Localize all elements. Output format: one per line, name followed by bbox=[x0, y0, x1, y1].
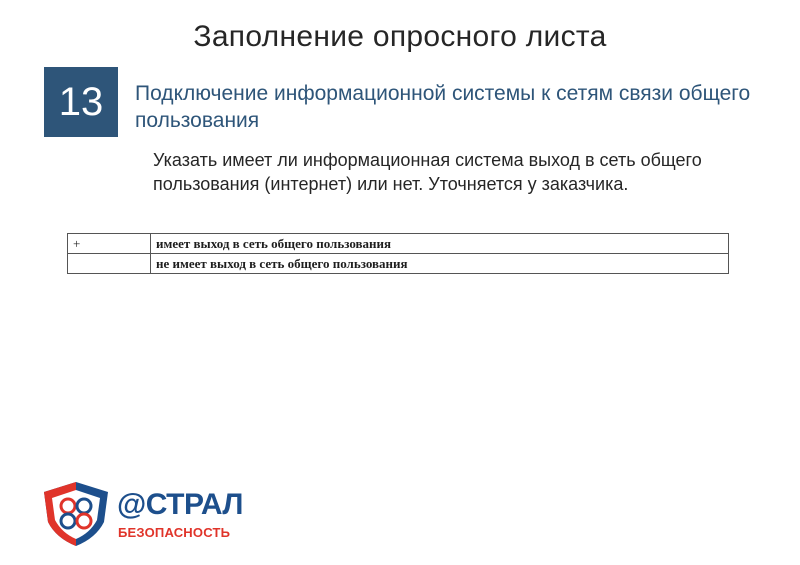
logo-brand-text: @СТРАЛ bbox=[117, 488, 243, 521]
option-mark-cell bbox=[68, 254, 151, 274]
logo-subtitle-text: БЕЗОПАСНОСТЬ bbox=[118, 525, 231, 540]
page-title: Заполнение опросного листа bbox=[193, 20, 607, 53]
table-row bbox=[68, 254, 729, 274]
table-row bbox=[68, 234, 729, 254]
description-text: Указать имеет ли информационная система выход в сеть общего пользования (интернет) или нет. Уточняется у заказчика. bbox=[153, 150, 702, 194]
section-title: Подключение информационной системы к сетям связи общего пользования bbox=[135, 82, 751, 132]
option-label-cell: не имеет выход в сеть общего пользования bbox=[151, 254, 729, 274]
section-number-badge bbox=[44, 67, 118, 137]
option-mark-cell: + bbox=[68, 234, 151, 254]
options-table bbox=[67, 233, 729, 274]
section-number: 13 bbox=[58, 79, 104, 124]
option-label-cell: имеет выход в сеть общего пользования bbox=[151, 234, 729, 254]
shield-logo-icon bbox=[36, 478, 116, 548]
